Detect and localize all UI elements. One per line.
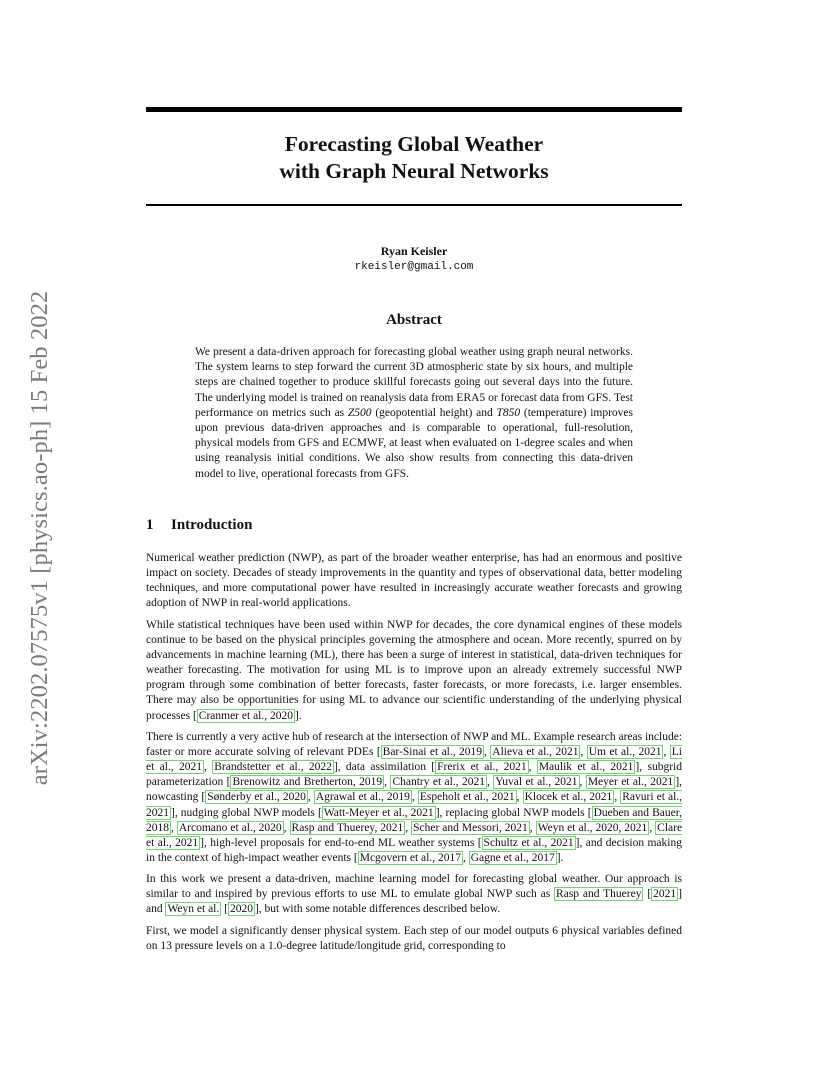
main-text xyxy=(146,551,682,960)
paragraph-4 xyxy=(146,872,682,917)
paragraph-text: ], and decision making in the context of high-impact weather events [ xyxy=(146,836,682,864)
paragraph-3 xyxy=(146,730,682,866)
abstract-body xyxy=(195,345,633,482)
paragraph-text: , xyxy=(614,791,621,804)
citation-link[interactable]: Mcgovern et al., 2017 xyxy=(359,851,461,864)
citation-link[interactable]: Frerix et al., 2021 xyxy=(437,761,527,774)
math-t850: T850 xyxy=(496,406,521,419)
paragraph-text: , xyxy=(405,821,412,834)
arxiv-identifier-text: arXiv:2202.07575v1 [physics.ao-ph] 15 Feb 2022 xyxy=(26,290,53,786)
paragraph-text: While statistical techniques have been used within NWP for decades, the core dynamical engines of these models continue to be based on the physical principles governing the atmosphere and ocean. More recently, spurred on by advancements in machine learning (ML), there has been a surge of interest in statistical, data-driven techniques for weather forecasting. The motivation for using ML is to improve upon an already extremely successful NWP program through some combination of better forecasts, faster forecasts, or more forecasts, i.e. larger ensembles. There may also be opportunities for using ML to advance our scientific understanding of the underlying physical processes [ xyxy=(146,618,682,722)
paragraph-text: , xyxy=(649,821,656,834)
paragraph-text: , xyxy=(579,776,586,789)
abstract-heading: Abstract xyxy=(386,312,442,328)
paragraph-1: Numerical weather prediction (NWP), as part of the broader weather enterprise, has had an enormous and positive impact on society. Decades of steady improvements in the quantity and types of observational data, better modeling techniques, and more computational power have resulted in increasingly accurate weather forecasts and growing adoption of NWP in real-world applications. xyxy=(146,552,682,610)
citation-link[interactable]: Cranmer et al., 2020 xyxy=(198,709,293,722)
citation-link[interactable]: Li et al., 2021 xyxy=(146,745,682,774)
paragraph-text: , xyxy=(580,745,587,758)
paragraph-text: ], high-level proposals for end-to-end ML weather systems [ xyxy=(200,836,482,849)
paragraph-text: , xyxy=(384,776,391,789)
title-line-2: with Graph Neural Networks xyxy=(279,159,549,183)
paragraph-text: ] and xyxy=(146,888,682,916)
paragraph-text: , xyxy=(529,821,536,834)
citation-link[interactable]: Arcomano et al., 2020 xyxy=(178,821,282,834)
citation-link[interactable]: Bar-Sinai et al., 2019 xyxy=(382,745,483,758)
author-email: rkeisler@gmail.com xyxy=(354,261,474,273)
paragraph-text: , xyxy=(663,745,670,758)
citation-link[interactable]: Klocek et al., 2021 xyxy=(524,791,613,804)
paragraph-text: In this work we present a data-driven, machine learning model for forecasting global weather. Our approach is similar to and inspired by previous efforts to use ML to emulate global NWP such as xyxy=(146,873,682,901)
paragraph-text: , xyxy=(484,745,491,758)
paragraph-text: , xyxy=(411,791,418,804)
paragraph-text: ], but with some notable differences described below. xyxy=(254,903,501,916)
paragraph-text: , xyxy=(486,776,494,789)
citation-link[interactable]: Chantry et al., 2021 xyxy=(392,776,485,789)
citation-link[interactable]: Scher and Messori, 2021 xyxy=(413,821,528,834)
citation-link[interactable]: Ravuri et al., 2021 xyxy=(146,791,683,819)
abstract-text: (temperature) improves upon previous data-driven approaches and is comparable to operational, full-resolution, physical models from GFS and ECMWF, at least when evaluated on 1-degree scales and when using reanalysis initial conditions. We also show results from connecting this data-driven model to live, operational forecasts from GFS. xyxy=(195,406,633,480)
citation-link[interactable]: Yuval et al., 2021 xyxy=(495,776,578,789)
citation-link[interactable]: Sønderby et al., 2020 xyxy=(207,791,306,804)
paragraph-text: , xyxy=(171,821,177,834)
paragraph-text: There is currently a very active hub of research at the intersection of NWP and ML. Example research areas include: faster or more accurate solving of relevant PDEs [ xyxy=(146,730,683,758)
paper-title xyxy=(146,131,682,185)
citation-link[interactable]: Alieva et al., 2021 xyxy=(492,745,579,758)
paragraph-text: , xyxy=(462,851,469,864)
paragraph-2 xyxy=(146,618,682,724)
citation-link[interactable]: Maulik et al., 2021 xyxy=(538,761,634,774)
author-name: Ryan Keisler xyxy=(380,244,448,258)
citation-link[interactable]: Dueben and Bauer, 2018 xyxy=(146,806,682,834)
paragraph-text: ]. xyxy=(556,851,564,864)
citation-link[interactable]: Agrawal et al., 2019 xyxy=(315,791,410,804)
section-title: Introduction xyxy=(171,517,253,533)
paragraph-5: First, we model a significantly denser physical system. Each step of our model outputs 6 physical variables defined on 13 pressure levels on a 1.0-degree latitude/longitude grid, corresponding to xyxy=(146,924,682,952)
citation-link[interactable]: Meyer et al., 2021 xyxy=(587,776,674,789)
paragraph-text: , xyxy=(528,761,537,774)
abstract-text: We present a data-driven approach for forecasting global weather using graph neural networks. The system learns to step forward the current 3D atmospheric state by six hours, and multiple steps are chained together to produce skillful forecasts going out several days into the future. The underlying model is trained on reanalysis data from ERA5 or forecast data from GFS. Test performance on metrics such as xyxy=(195,346,633,419)
citation-link[interactable]: Weyn et al. xyxy=(167,903,220,916)
title-top-rule xyxy=(146,107,682,112)
paragraph-text: , xyxy=(283,821,290,834)
citation-link[interactable]: Brenowitz and Bretherton, 2019 xyxy=(232,776,383,789)
paragraph-text: , xyxy=(307,791,314,804)
section-number: 1 xyxy=(146,517,154,533)
citation-link[interactable]: Watt-Meyer et al., 2021 xyxy=(323,806,434,819)
abstract-text: (geopotential height) and xyxy=(371,406,497,419)
citation-link[interactable]: Clare et al., 2021 xyxy=(146,821,683,849)
citation-link[interactable]: Um et al., 2021 xyxy=(588,745,662,758)
section-heading xyxy=(146,517,682,534)
citation-link[interactable]: 2021 xyxy=(653,888,677,901)
paragraph-text: [ xyxy=(643,888,652,901)
paragraph-text: ], nowcasting [ xyxy=(146,776,683,804)
citation-link[interactable]: 2020 xyxy=(229,903,253,916)
citation-link[interactable]: Schultz et al., 2021 xyxy=(483,836,574,849)
citation-link[interactable]: Brandstetter et al., 2022 xyxy=(214,761,332,774)
paragraph-text: ], replacing global NWP models [ xyxy=(435,806,592,819)
title-bottom-rule xyxy=(146,204,682,206)
paragraph-text: , xyxy=(516,791,523,804)
paragraph-text: [ xyxy=(221,903,228,916)
title-line-1: Forecasting Global Weather xyxy=(284,132,544,156)
paragraph-text: ], subgrid parameterization [ xyxy=(146,761,682,789)
citation-link[interactable]: Rasp and Thuerey xyxy=(556,888,642,901)
citation-link[interactable]: Rasp and Thuerey, 2021 xyxy=(291,821,404,834)
citation-link[interactable]: Weyn et al., 2020, 2021 xyxy=(537,821,648,834)
citation-link[interactable]: Gagne et al., 2017 xyxy=(470,851,555,864)
paragraph-text: , xyxy=(204,761,213,774)
paragraph-text: ]. xyxy=(295,709,302,722)
paragraph-text: ], data assimilation [ xyxy=(333,761,436,774)
citation-link[interactable]: Espeholt et al., 2021 xyxy=(419,791,515,804)
paragraph-text: ], nudging global NWP models [ xyxy=(171,806,322,819)
math-z500: Z500 xyxy=(347,406,372,419)
arxiv-identifier xyxy=(22,258,58,818)
